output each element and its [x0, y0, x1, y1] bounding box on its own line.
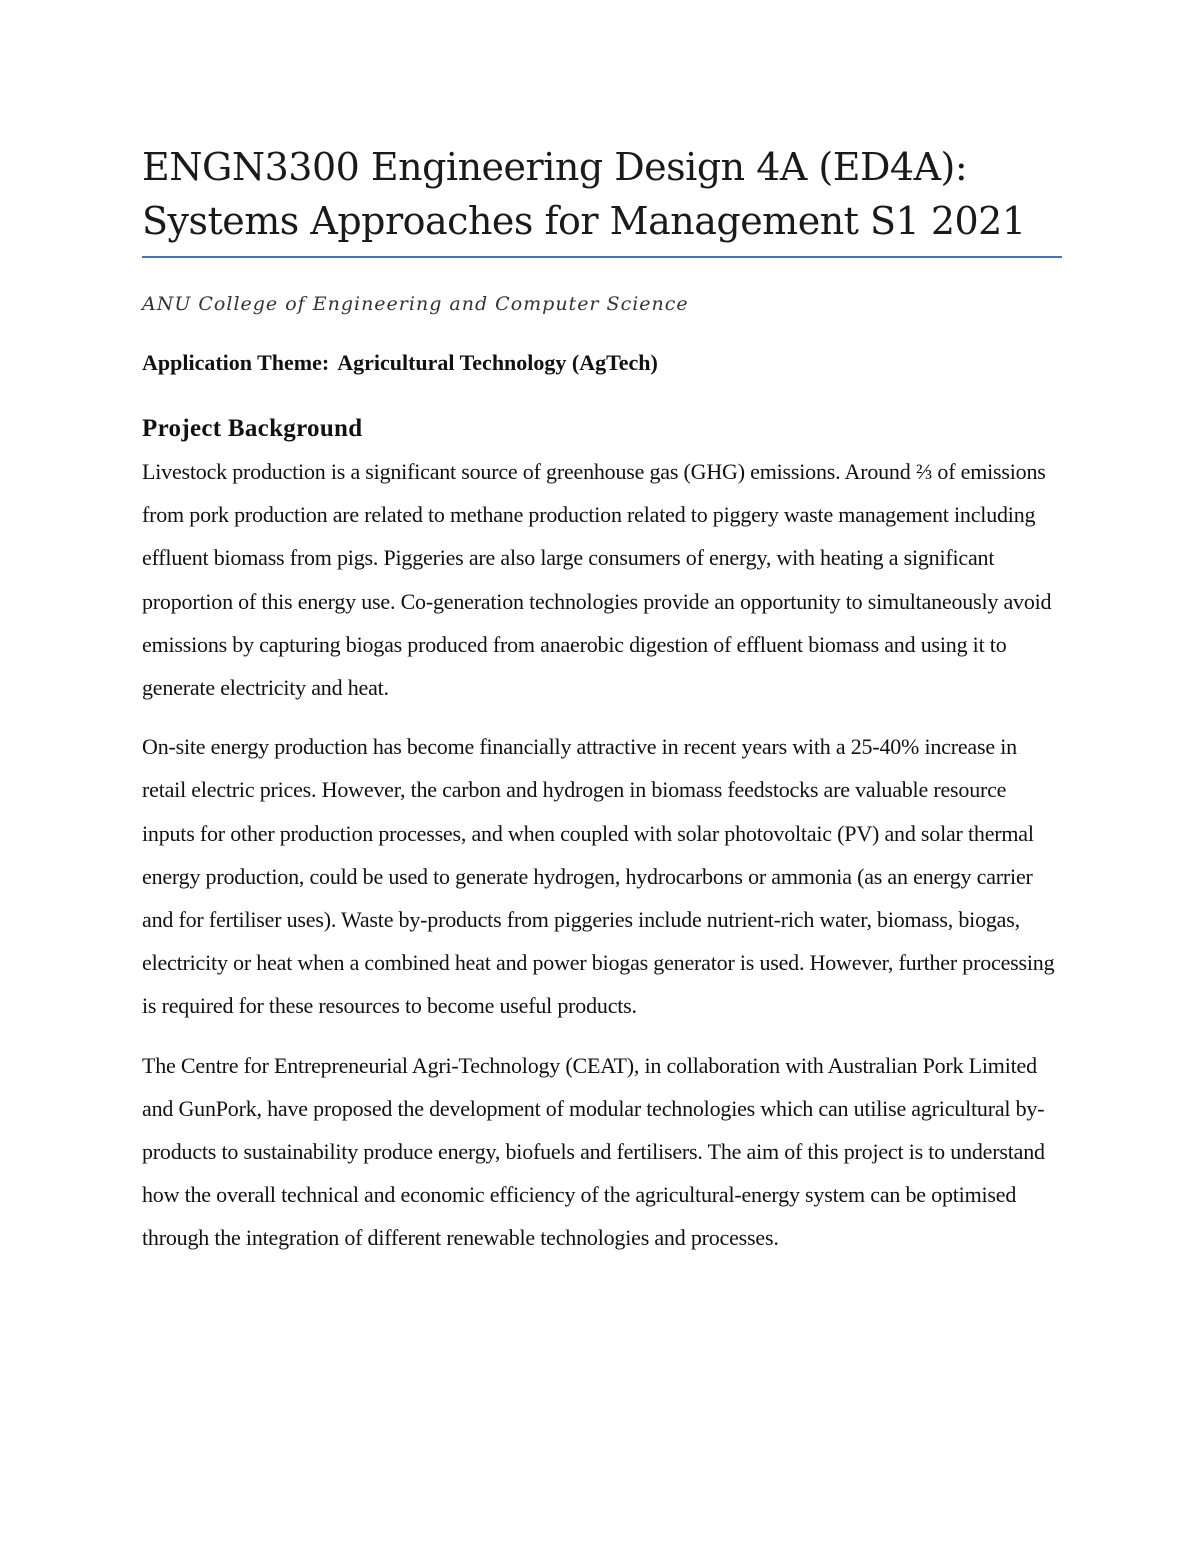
document-page	[142, 140, 1062, 1260]
paragraph-1: Livestock production is a significant source of greenhouse gas (GHG) emissions. Around ⅔ of emissions from pork production are related to methane production related to piggery waste management including effluent biomass from pigs. Piggeries are also large consumers of energy, with heating a significant proportion of this energy use. Co-generation technologies provide an opportunity to simultaneously avoid emissions by capturing biogas produced from anaerobic digestion of effluent biomass and using it to generate electricity and heat.	[142, 459, 1052, 701]
theme-label: Application Theme:	[142, 350, 330, 375]
section-heading: Project Background	[142, 415, 363, 442]
title-line-2: Systems Approaches for Management S1 2021	[142, 199, 1026, 243]
paragraph-3: The Centre for Entrepreneurial Agri-Technology (CEAT), in collaboration with Australian Pork Limited and GunPork, have proposed the development of modular technologies which can utilise agricultural by-products to sustainability produce energy, biofuels and fertilisers. The aim of this project is to understand how the overall technical and economic efficiency of the agricultural-energy system can be optimised through the integration of different renewable technologies and processes.	[142, 1052, 1045, 1251]
theme-value: Agricultural Technology (AgTech)	[337, 350, 658, 375]
application-theme	[142, 348, 1062, 378]
college-subtitle: ANU College of Engineering and Computer Science	[142, 293, 689, 315]
title-line-1: ENGN3300 Engineering Design 4A (ED4A):	[142, 145, 968, 189]
paragraph-2: On-site energy production has become financially attractive in recent years with a 25-40% increase in retail electric prices. However, the carbon and hydrogen in biomass feedstocks are valuable resource inputs for other production processes, and when coupled with solar photovoltaic (PV) and solar thermal energy production, could be used to generate hydrogen, hydrocarbons or ammonia (as an energy carrier and for fertiliser uses). Waste by-products from piggeries include nutrient-rich water, biomass, biogas, electricity or heat when a combined heat and power biogas generator is used. However, further processing is required for these resources to become useful products.	[142, 734, 1055, 1019]
document-title	[142, 140, 1062, 258]
